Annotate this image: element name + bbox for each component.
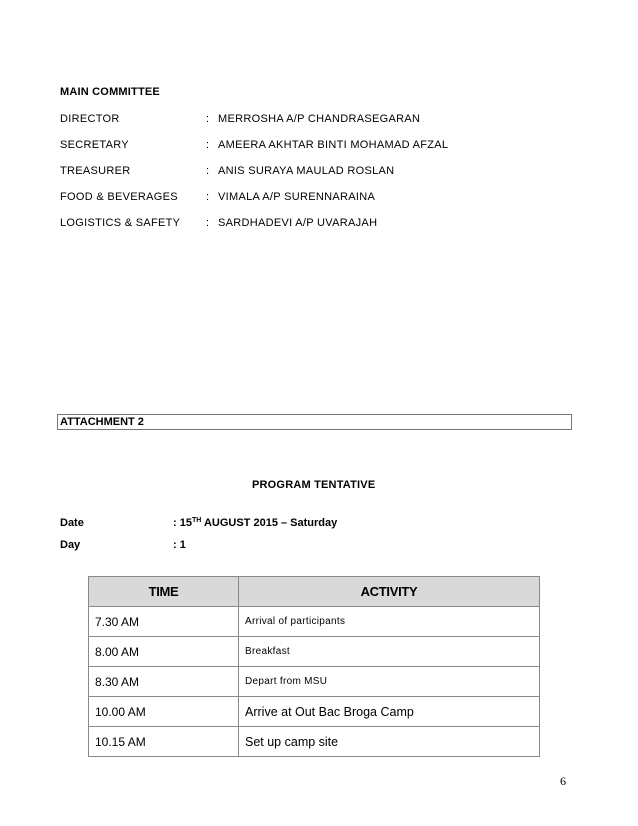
table-row bbox=[89, 607, 540, 637]
time-cell: 10.00 AM bbox=[89, 697, 239, 727]
day-label: Day bbox=[60, 539, 81, 551]
committee-row-logistics-safety bbox=[60, 216, 580, 230]
date-suffix: AUGUST 2015 – Saturday bbox=[201, 517, 338, 529]
committee-row-treasurer bbox=[60, 164, 580, 178]
colon-separator: : bbox=[206, 217, 210, 229]
day-value: : 1 bbox=[173, 539, 186, 551]
role-label: SECRETARY bbox=[60, 139, 129, 151]
activity-cell: Arrival of participants bbox=[239, 607, 540, 637]
day-row bbox=[60, 538, 460, 552]
date-superscript: TH bbox=[191, 517, 202, 524]
member-name: ANIS SURAYA MAULAD ROSLAN bbox=[218, 165, 395, 177]
member-name: SARDHADEVI A/P UVARAJAH bbox=[218, 217, 378, 229]
date-row bbox=[60, 516, 460, 530]
table-row bbox=[89, 637, 540, 667]
colon-separator: : bbox=[206, 139, 210, 151]
date-label: Date bbox=[60, 517, 84, 529]
member-name: AMEERA AKHTAR BINTI MOHAMAD AFZAL bbox=[218, 139, 449, 151]
date-value bbox=[173, 516, 337, 530]
table-header-row bbox=[89, 577, 540, 607]
committee-title: MAIN COMMITTEE bbox=[60, 86, 160, 98]
time-cell: 7.30 AM bbox=[89, 607, 239, 637]
role-label: FOOD & BEVERAGES bbox=[60, 191, 178, 203]
time-column-header: TIME bbox=[89, 577, 239, 607]
program-title: PROGRAM TENTATIVE bbox=[252, 479, 376, 491]
member-name: VIMALA A/P SURENNARAINA bbox=[218, 191, 376, 203]
time-cell: 10.15 AM bbox=[89, 727, 239, 757]
attachment-heading-box bbox=[57, 414, 572, 430]
colon-separator: : bbox=[206, 113, 210, 125]
attachment-label: ATTACHMENT 2 bbox=[60, 416, 144, 428]
time-cell: 8.30 AM bbox=[89, 667, 239, 697]
committee-row-food-beverages bbox=[60, 190, 580, 204]
activity-cell: Breakfast bbox=[239, 637, 540, 667]
table-row bbox=[89, 727, 540, 757]
table-row bbox=[89, 667, 540, 697]
role-label: LOGISTICS & SAFETY bbox=[60, 217, 181, 229]
page-number: 6 bbox=[560, 774, 566, 788]
time-cell: 8.00 AM bbox=[89, 637, 239, 667]
table-row bbox=[89, 697, 540, 727]
activity-cell: Arrive at Out Bac Broga Camp bbox=[239, 697, 540, 727]
schedule-table bbox=[88, 576, 540, 757]
committee-row-secretary bbox=[60, 138, 580, 152]
activity-cell: Set up camp site bbox=[239, 727, 540, 757]
date-prefix: : 15 bbox=[173, 517, 192, 529]
activity-column-header: ACTIVITY bbox=[239, 577, 540, 607]
activity-cell: Depart from MSU bbox=[239, 667, 540, 697]
role-label: DIRECTOR bbox=[60, 113, 120, 125]
role-label: TREASURER bbox=[60, 165, 131, 177]
committee-row-director bbox=[60, 112, 580, 126]
colon-separator: : bbox=[206, 165, 210, 177]
member-name: MERROSHA A/P CHANDRASEGARAN bbox=[218, 113, 421, 125]
colon-separator: : bbox=[206, 191, 210, 203]
